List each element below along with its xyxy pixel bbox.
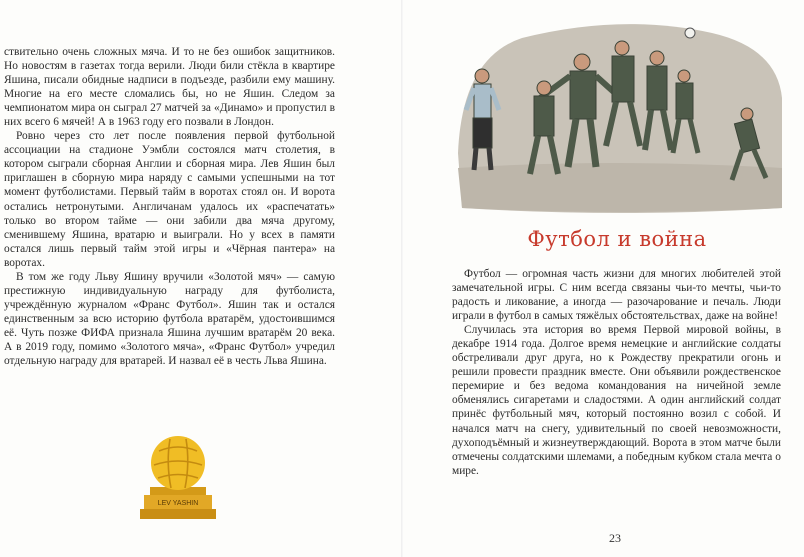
chapter-title: Футбол и война <box>527 227 707 251</box>
trophy-engraving: LEV YASHIN <box>157 500 199 507</box>
football-match-illustration <box>452 18 782 218</box>
book-gutter <box>401 0 403 557</box>
left-paragraph-2: Ровно через сто лет после появления первой футбольной ассоциации на стадионе Уэмбли состоялся матч столетия, в котором сыграли сборная Англии и сборная мира. Лев Яшин был приглашен в сборную мира наряду с самыми успешными на тот момент футболистами. Первый тайм в воротах стоял он. И ворота остались нетронутыми. Англичанам удалось их «распечатать» только во втором тайме — они забили два мяча другому, сменившему Яшина, вратарю и выиграли. Но у всех в памяти остался лишь первый тайм этой игры и «Чёрная пантера» на воротах. <box>4 130 335 269</box>
right-page-text <box>452 267 781 478</box>
right-paragraph-1: Футбол — огромная часть жизни для многих любителей этой замечательной игры. С ним всегда связаны чьи-то мечты, чьи-то радость и ликование, а иногда — разочарование и печаль. Люди играли в футбол в самых тяжёлых обстоятельствах, даже на войне! <box>452 268 781 323</box>
left-page-text <box>4 45 335 368</box>
left-paragraph-1: ствительно очень сложных мяча. И то не без ошибок защитников. Но новостям в газетах тогда верили. Люди били стёкла в квартире Яшина, писали обидные надписи в подъезде, разбили ему машину. Многие на его месте сломались бы, но не Яшин. Следом за чемпионатом мира он сыграл 27 матчей за «Динамо» и пропустил в них всего 6 мячей! А в 1963 году его позвали в Лондон. <box>4 46 335 129</box>
page-number: 23 <box>609 531 621 545</box>
left-paragraph-3: В том же году Льву Яшину вручили «Золотой мяч» — самую престижную индивидуальную награду для футболиста, учреждённую журналом «Франс Футбол». Яшин так и остался единственным за всю историю футбола вратарём, удостоившимся её. Чуть позже ФИФА признала Яшина лучшим вратарём 20 века. А в 2019 году, помимо «Золотого мяча», «Франс Футбол» учредил отдельную награду для вратарей. И назвал её в честь Льва Яшина. <box>4 270 335 368</box>
golden-ball-trophy-icon <box>140 433 216 525</box>
right-paragraph-2: Случилась эта история во время Первой мировой войны, в декабре 1914 года. Долгое время немецкие и английские солдаты обстреливали друг друга, но к Рождеству прекратили огонь и решили провести праздник вместе. Они объявили рождественское перемирие и без ведома командования на ничейной земле обменялись сигаретами и сладостями. А один английский солдат принёс футбольный мяч, который постоянно возил с собой. И начался матч на снегу, удивительный по своей невозможности, духоподъёмный и жизнеутверждающий. Ворота в этом матче были отмечены солдатскими шлемами, а победным кубком стала мечта о мире. <box>452 324 781 477</box>
